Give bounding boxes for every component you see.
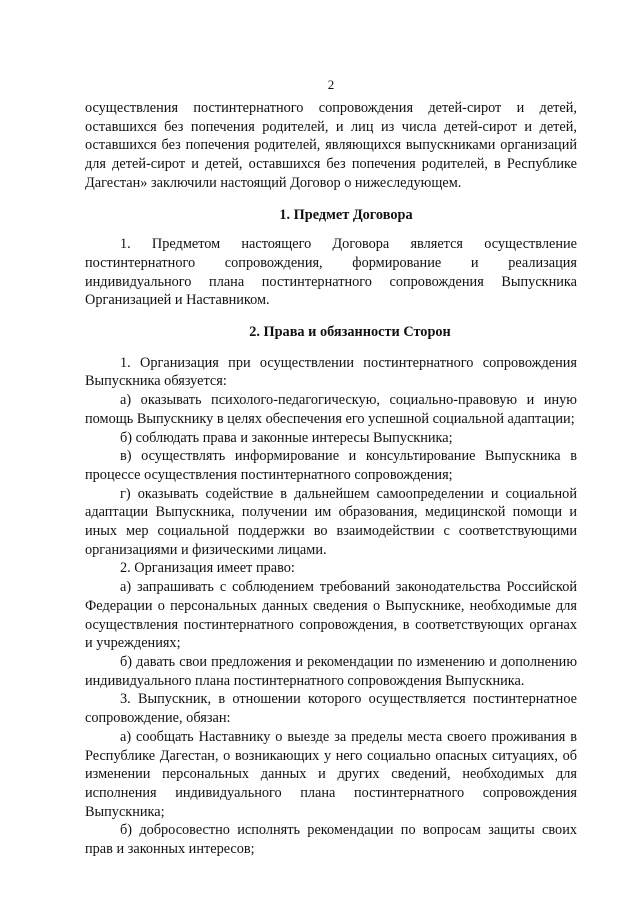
paragraph: 1. Предметом настоящего Договора является осуществление постинтернатного сопровождения, формирование и реализация индивидуального плана постинтернатного сопровождения Выпускника Организацией и Наставником. bbox=[85, 236, 577, 309]
paragraph: б) давать свои предложения и рекомендации по изменению и дополнению индивидуального плана постинтернатного сопровождения Выпускника. bbox=[85, 653, 577, 689]
paragraph: 2. Организация имеет право: bbox=[120, 560, 295, 577]
paragraph: б) соблюдать права и законные интересы Выпускника; bbox=[120, 429, 453, 446]
paragraph: а) запрашивать с соблюдением требований законодательства Российской Федерации о персональных данных сведения о Выпускнике, необходимые для осуществления постинтернатного сопровождения, в соответствующих органах и учреждениях; bbox=[85, 579, 577, 652]
paragraph: 3. Выпускник, в отношении которого осуществляется постинтернатное сопровождение, обязан: bbox=[85, 691, 577, 727]
document-body bbox=[85, 99, 577, 859]
paragraph: 1. Организация при осуществлении постинтернатного сопровождения Выпускника обязуется: bbox=[85, 354, 577, 390]
paragraph: а) оказывать психолого-педагогическую, социально-правовую и иную помощь Выпускнику в целях обеспечения его успешной социальной адаптации; bbox=[85, 392, 577, 427]
section-heading-rights: 2. Права и обязанности Сторон bbox=[249, 324, 451, 341]
paragraph: а) сообщать Наставнику о выезде за пределы места своего проживания в Республике Дагестан, о возникающих у него социально опасных ситуациях, об изменении персональных данных и других сведений, необходимых для исполнения индивидуального плана постинтернатного сопровождения Выпускника; bbox=[85, 728, 577, 820]
paragraph: б) добросовестно исполнять рекомендации по вопросам защиты своих прав и законных интересов; bbox=[85, 822, 577, 858]
intro-paragraph: осуществления постинтернатного сопровождения детей-сирот и детей, оставшихся без попечения родителей, и лиц из числа детей-сирот и детей, оставшихся без попечения родителей, являющихся выпускниками организаций для детей-сирот и детей, оставшихся без попечения родителей, в Республике Дагестан» заключили настоящий Договор о нижеследующем. bbox=[85, 100, 577, 191]
section-heading-subject: 1. Предмет Договора bbox=[279, 206, 413, 223]
paragraph: в) осуществлять информирование и консультирование Выпускника в процессе осуществления постинтернатного сопровождения; bbox=[85, 448, 577, 483]
page-number: 2 bbox=[327, 77, 335, 92]
paragraph: г) оказывать содействие в дальнейшем самоопределении и социальной адаптации Выпускника, получении им образования, медицинской помощи и иных мер социальной поддержки во взаимодействии с соответствующими организациями и физическими лицами. bbox=[85, 485, 577, 558]
